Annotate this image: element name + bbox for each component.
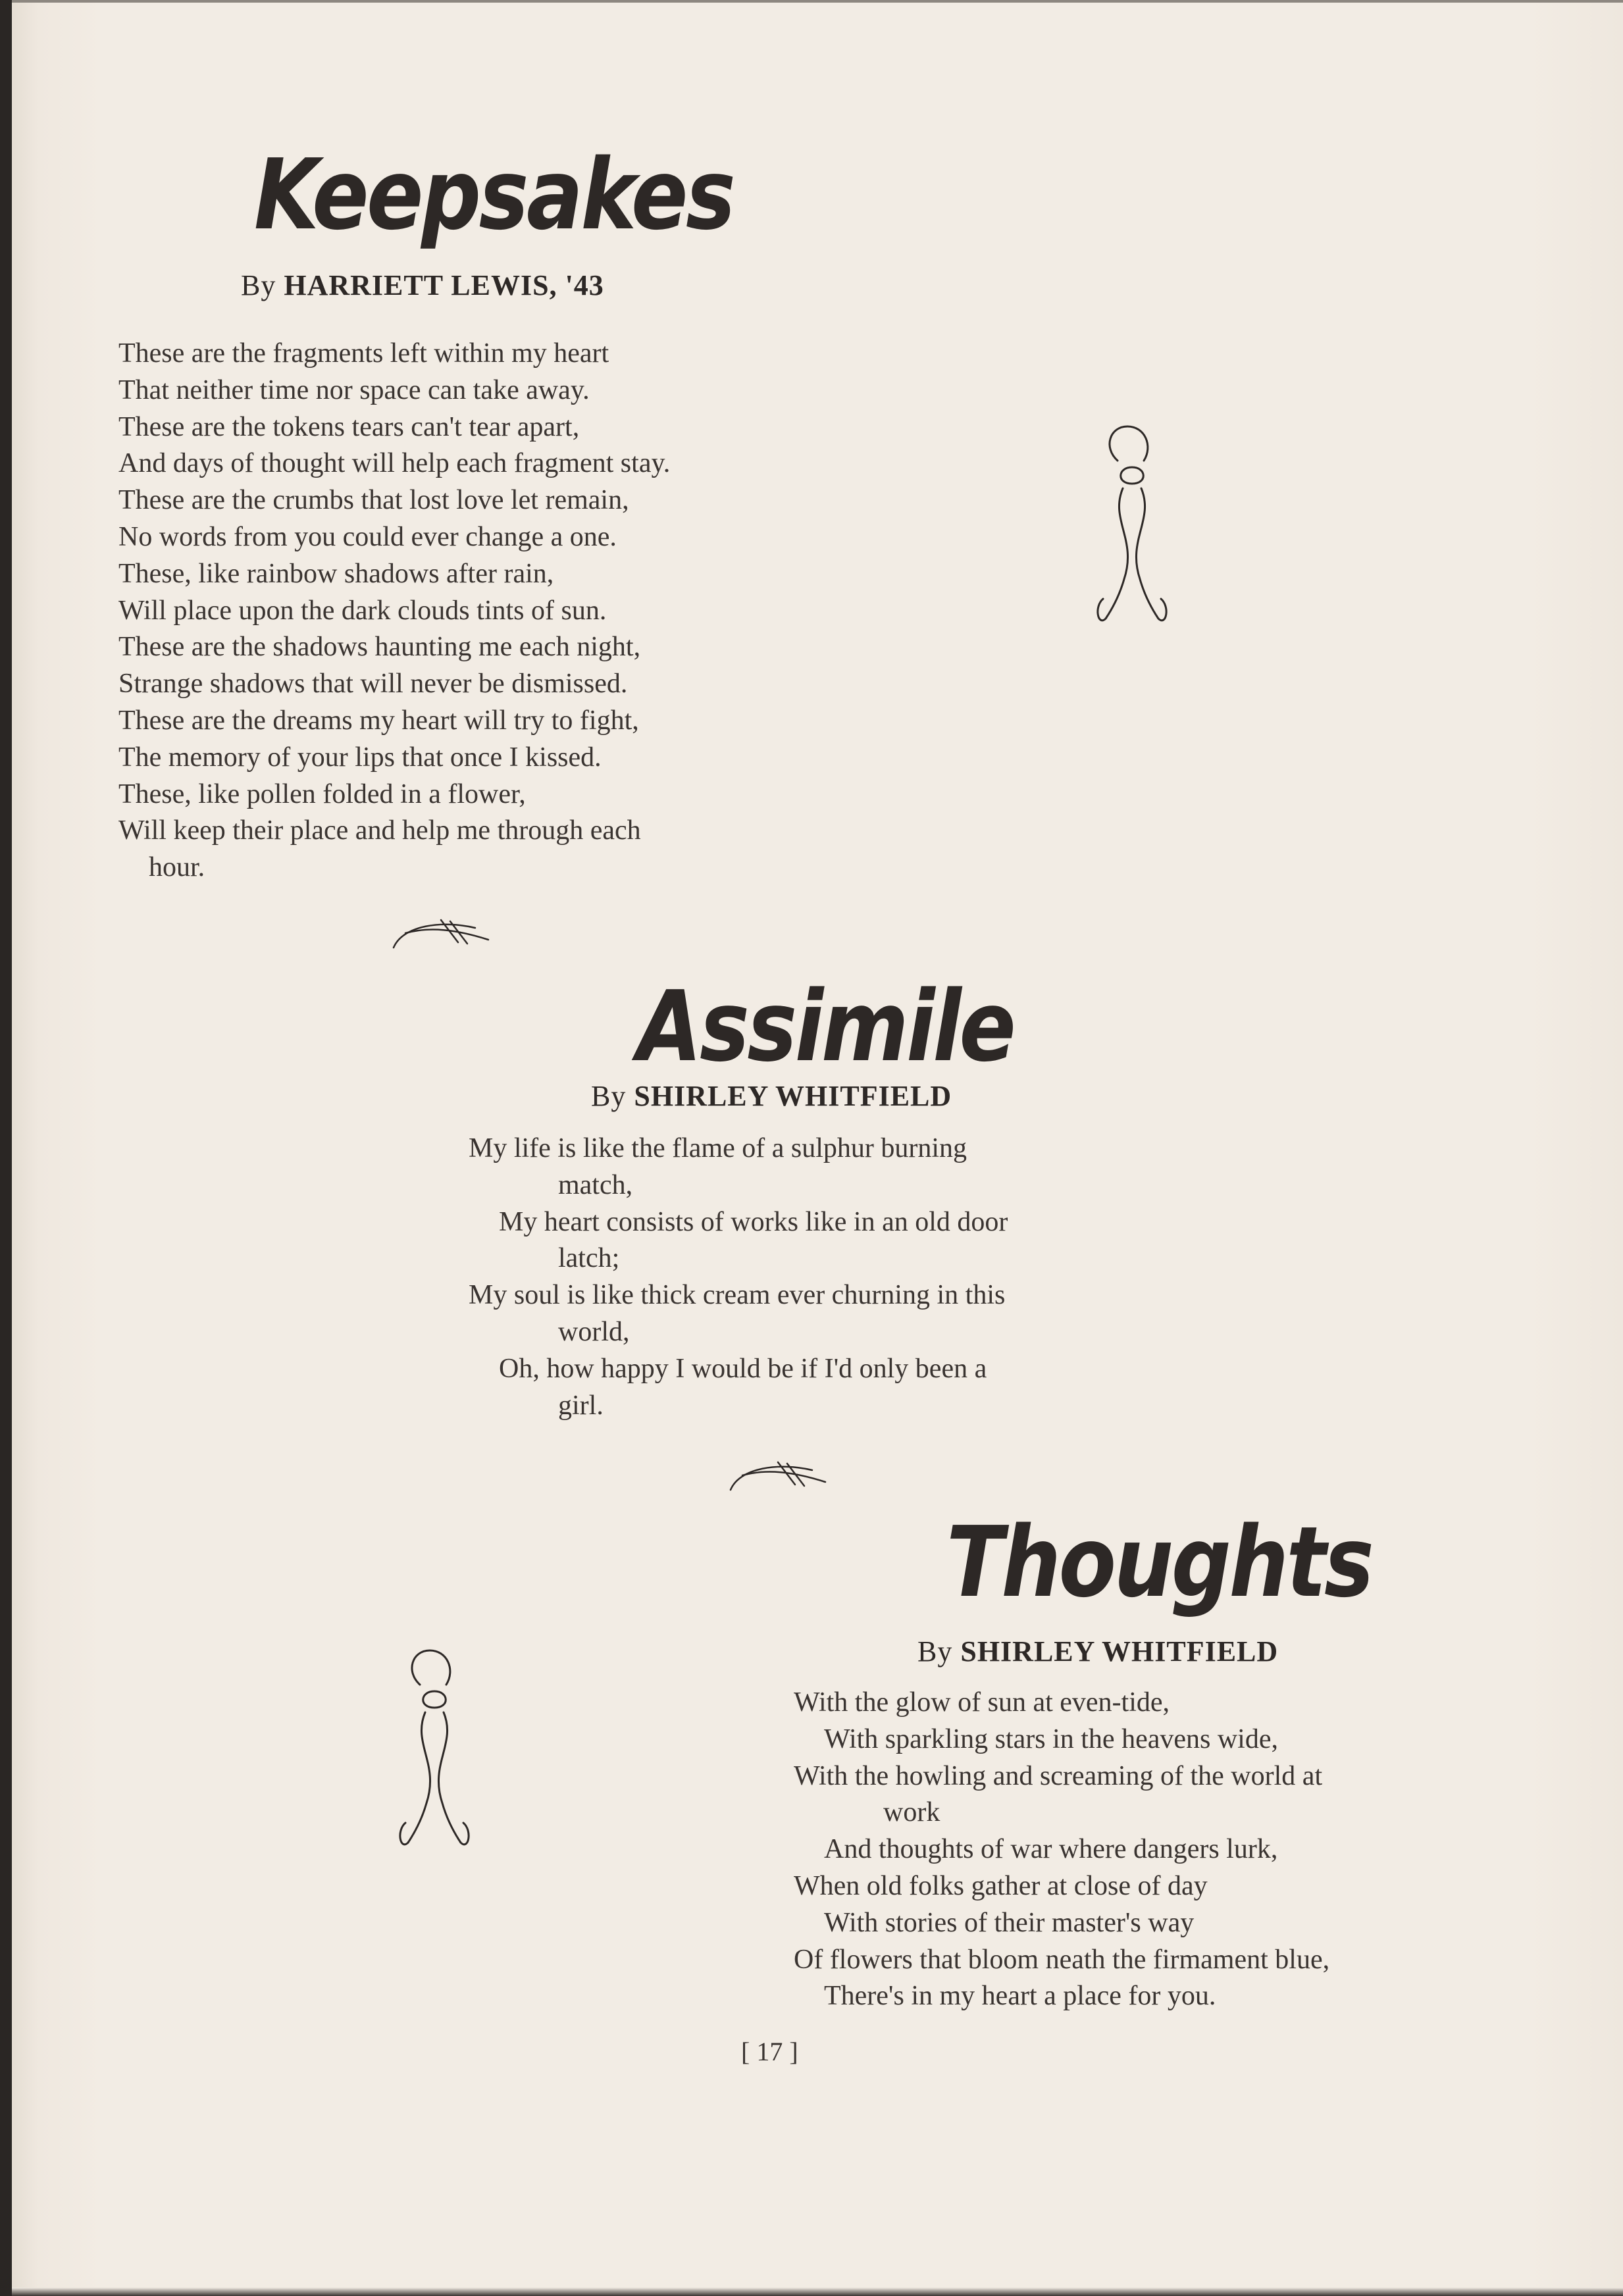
poem-line: When old folks gather at close of day	[794, 1870, 1208, 1901]
poem-line: Strange shadows that will never be dismissed.	[118, 669, 628, 700]
poem-byline-keepsakes	[241, 268, 604, 302]
poem-line: These are the shadows haunting me each night,	[118, 632, 641, 663]
poem-line: Will place upon the dark clouds tints of sun.	[118, 595, 607, 626]
poem-line: These are the fragments left within my heart	[118, 338, 609, 369]
poem-line: My life is like the flame of a sulphur burning	[469, 1133, 967, 1163]
author-name: SHIRLEY WHITFIELD	[960, 1635, 1279, 1668]
swash-ornament	[727, 1456, 832, 1495]
poem-line: And thoughts of war where dangers lurk,	[824, 1834, 1278, 1865]
poem-title-thoughts: Thoughts	[946, 1506, 1372, 1619]
poem-line: With the glow of sun at even-tide,	[794, 1687, 1170, 1718]
poem-body-thoughts	[794, 1685, 1445, 2015]
page-bottom-edge	[12, 2287, 1623, 2296]
poem-line: Of flowers that bloom neath the firmament blue,	[794, 1944, 1330, 1975]
byline-prefix: By	[591, 1080, 627, 1112]
poem-line: These, like rainbow shadows after rain,	[118, 558, 554, 589]
poem-line: girl.	[558, 1390, 604, 1421]
poem-line: With sparkling stars in the heavens wide,	[824, 1723, 1278, 1754]
poem-line: These are the dreams my heart will try to fight,	[118, 705, 639, 736]
poem-line: These, like pollen folded in a flower,	[118, 778, 526, 809]
poem-title-assimile: Assimile	[637, 970, 1014, 1083]
poem-line: world,	[558, 1316, 630, 1347]
poem-line: My soul is like thick cream ever churning in this	[469, 1280, 1006, 1311]
poem-line: match,	[558, 1169, 633, 1200]
poem-byline-thoughts	[917, 1635, 1278, 1668]
poem-line: These are the crumbs that lost love let remain,	[118, 485, 629, 516]
poem-line: The memory of your lips that once I kissed.	[118, 742, 602, 773]
poem-line: work	[883, 1797, 940, 1828]
page-top-edge	[12, 0, 1623, 3]
author-name: SHIRLEY WHITFIELD	[634, 1080, 952, 1112]
book-page	[12, 0, 1623, 2296]
poem-line: Oh, how happy I would be if I'd only been a	[499, 1353, 987, 1384]
poem-line: My heart consists of works like in an old door	[499, 1206, 1008, 1237]
poem-line: These are the tokens tears can't tear apart,	[118, 411, 580, 442]
poem-line: There's in my heart a place for you.	[824, 1981, 1216, 2012]
poem-line: Will keep their place and help me through each	[118, 815, 641, 846]
poem-line: hour.	[149, 852, 205, 883]
flourish-ornament	[1091, 421, 1177, 632]
poem-body-keepsakes	[118, 336, 763, 886]
poem-byline-assimile	[591, 1079, 952, 1113]
poem-line: With stories of their master's way	[824, 1907, 1195, 1938]
page-number: [ 17 ]	[741, 2037, 798, 2066]
poem-body-assimile	[469, 1131, 1106, 1424]
byline-prefix: By	[241, 269, 276, 301]
poem-line: No words from you could ever change a one.	[118, 521, 617, 552]
author-name: HARRIETT LEWIS, '43	[284, 269, 604, 301]
flourish-ornament	[394, 1645, 479, 1856]
poem-line: And days of thought will help each fragment stay.	[118, 448, 671, 479]
poem-line: latch;	[558, 1243, 620, 1274]
poem-line: That neither time nor space can take away.	[118, 374, 590, 405]
poem-line: With the howling and screaming of the world at	[794, 1760, 1323, 1791]
poem-title-keepsakes: Keepsakes	[254, 138, 734, 251]
byline-prefix: By	[917, 1635, 953, 1668]
swash-ornament	[390, 913, 495, 953]
